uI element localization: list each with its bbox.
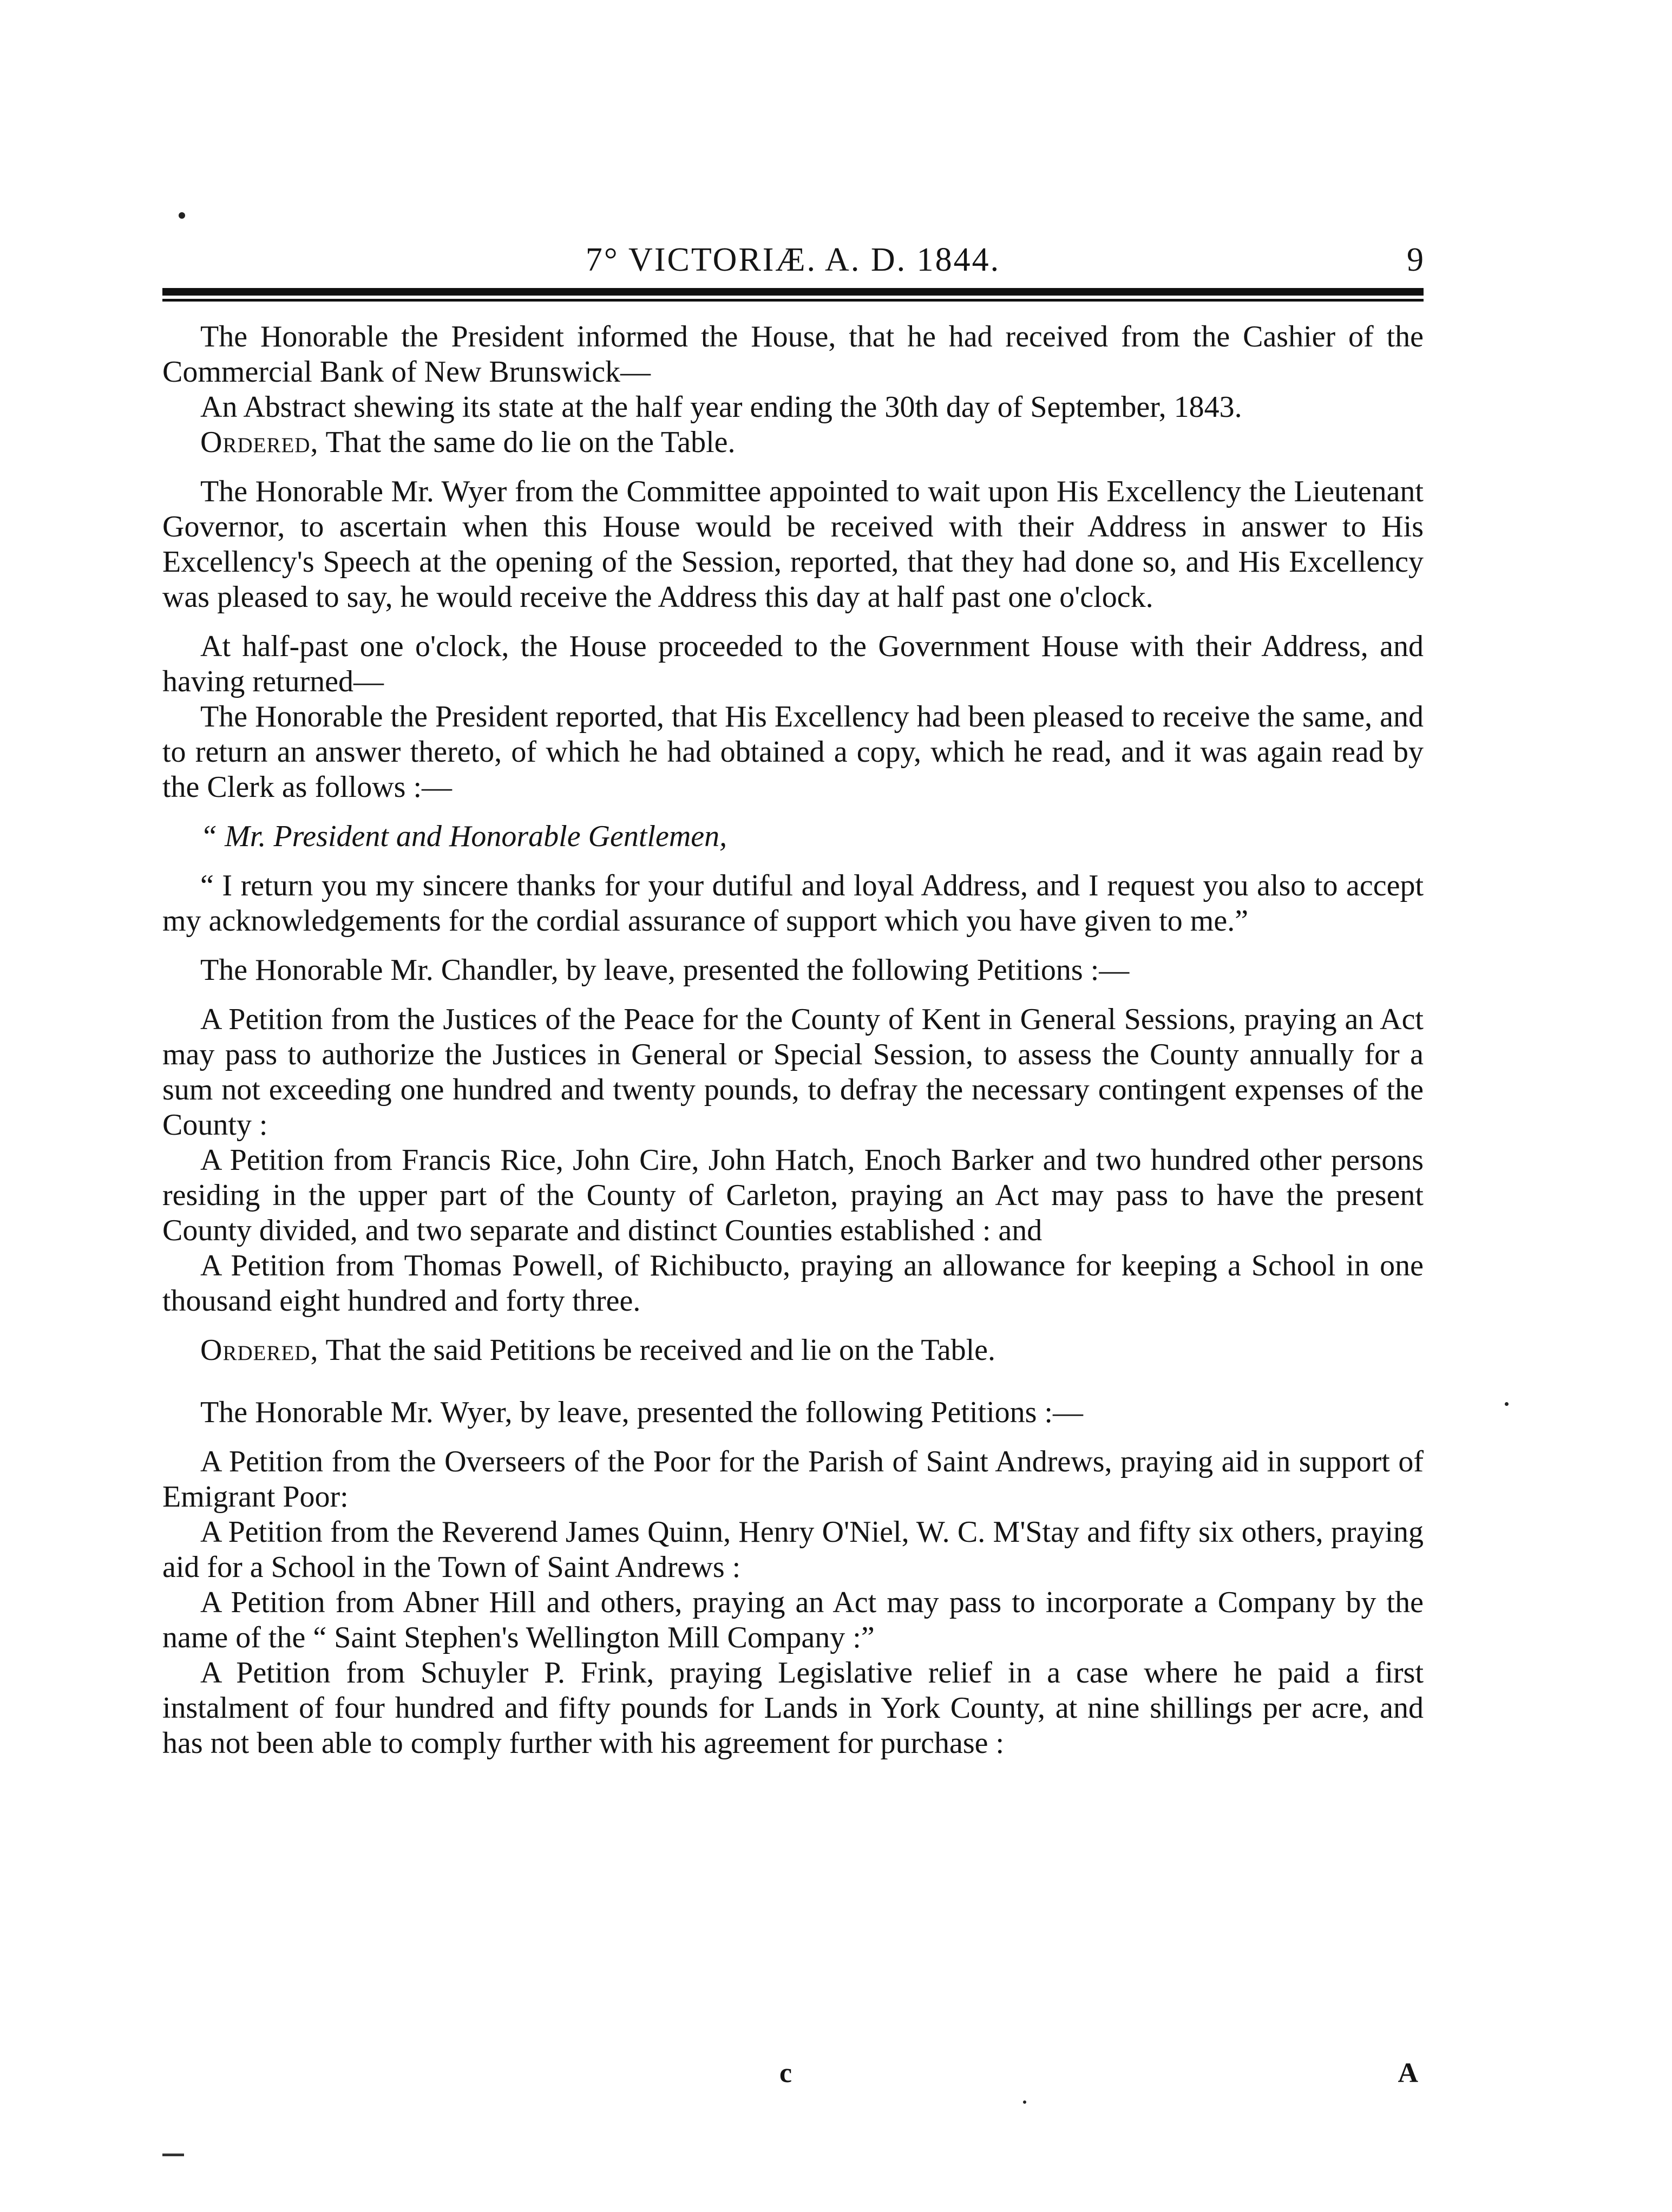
paragraph: The Honorable Mr. Wyer from the Committee appointed to wait upon His Excellency the Lieutenant Governor, to ascertain when this House would be received with their Address in answer to His Excellency's Speech at the opening of the Session, reported, that they had done so, and His Excellency was pleased to say, he would receive the Address this day at half past one o'clock.: [162, 475, 1424, 614]
header-rule-thick: [162, 288, 1424, 296]
paragraph-text: That the said Petitions be received and lie on the Table.: [318, 1333, 995, 1367]
salutation: “ Mr. President and Honorable Gentlemen,: [200, 820, 727, 853]
paragraph-text: That the same do lie on the Table.: [318, 426, 736, 459]
print-speck: [1023, 2100, 1026, 2104]
paragraph: The Honorable the President informed the House, that he had received from the Cashier of the Commercial Bank of New Brunswick—: [162, 320, 1424, 389]
paragraph: “ I return you my sincere thanks for your dutiful and loyal Address, and I request you also to accept my acknowledgements for the cordial assurance of support which you have given to me.”: [162, 869, 1424, 938]
margin-mark: [162, 2154, 184, 2156]
paragraph: An Abstract shewing its state at the half year ending the 30th day of September, 1843.: [200, 390, 1242, 424]
print-speck: [179, 212, 185, 219]
paragraph: [162, 1333, 1424, 1368]
paragraph: A Petition from Schuyler P. Frink, praying Legislative relief in a case where he paid a first instalment of four hundred and fifty pounds for Lands in York County, at nine shillings per acre, and has not been able to comply further with his agreement for purchase :: [162, 1656, 1424, 1760]
header-rule-thin: [162, 299, 1424, 302]
paragraph: A Petition from Thomas Powell, of Richibucto, praying an allowance for keeping a School in one thousand eight hundred and forty three.: [162, 1249, 1424, 1318]
page-footer: [162, 2054, 1424, 2092]
ordered-label: Ordered,: [200, 426, 319, 459]
paragraph: At half-past one o'clock, the House proceeded to the Government House with their Address, and having returned—: [162, 630, 1424, 698]
page-number: 9: [1407, 241, 1424, 278]
journal-body: [162, 319, 1424, 1761]
paragraph: The Honorable the President reported, that His Excellency had been pleased to receive the same, and to return an answer thereto, of which he had obtained a copy, which he read, and it was again read by the Clerk as follows :—: [162, 700, 1424, 804]
paragraph: A Petition from the Justices of the Peace for the County of Kent in General Sessions, praying an Act may pass to authorize the Justices in General or Special Session, to assess the County annually for a sum not exceeding one hundred and twenty pounds, to defray the necessary contingent expenses of the County :: [162, 1003, 1424, 1142]
header-title: 7° VICTORIÆ. A. D. 1844.: [585, 241, 1001, 278]
running-header: [162, 238, 1424, 282]
paragraph: A Petition from Francis Rice, John Cire, John Hatch, Enoch Barker and two hundred other persons residing in the upper part of the County of Carleton, praying an Act may pass to have the present County divided, and two separate and distinct Counties established : and: [162, 1143, 1424, 1247]
ordered-label: Ordered,: [200, 1333, 319, 1367]
print-speck: [1505, 1402, 1509, 1406]
paragraph: A Petition from the Overseers of the Poor for the Parish of Saint Andrews, praying aid in support of Emigrant Poor:: [162, 1445, 1424, 1514]
paragraph: The Honorable Mr. Wyer, by leave, presented the following Petitions :—: [200, 1396, 1083, 1429]
paragraph: [162, 425, 1424, 460]
paragraph: The Honorable Mr. Chandler, by leave, presented the following Petitions :—: [200, 953, 1130, 987]
catchword: A: [1398, 2058, 1418, 2089]
paragraph: A Petition from Abner Hill and others, praying an Act may pass to incorporate a Company by the name of the “ Saint Stephen's Wellington Mill Company :”: [162, 1586, 1424, 1654]
paragraph: A Petition from the Reverend James Quinn, Henry O'Niel, W. C. M'Stay and fifty six others, praying aid for a School in the Town of Saint Andrews :: [162, 1515, 1424, 1584]
signature-mark: c: [779, 2058, 792, 2089]
